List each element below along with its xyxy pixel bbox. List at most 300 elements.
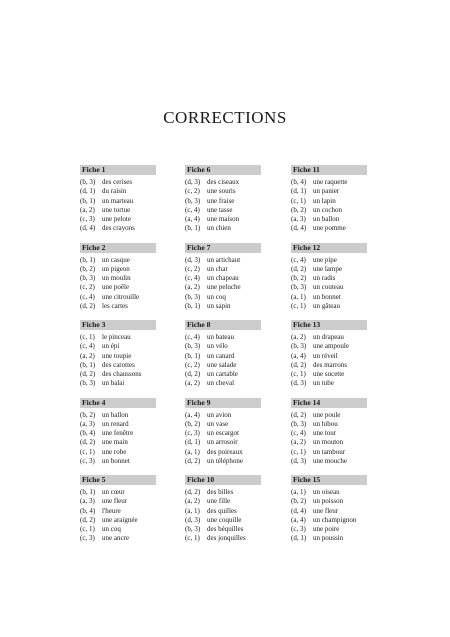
answer-code: (b, 3): [291, 283, 307, 292]
answer-word: un renard: [102, 419, 129, 428]
answer-code: (c, 4): [80, 342, 95, 351]
fiche-block: [80, 398, 156, 476]
answer-row: [185, 206, 261, 215]
answer-row: [185, 293, 261, 302]
answer-word: un coq: [102, 525, 121, 534]
answer-code: (d, 2): [291, 264, 307, 273]
answer-word: des billes: [207, 488, 234, 496]
answer-word: une pomme: [313, 224, 346, 233]
answer-row: [80, 293, 156, 302]
answer-code: (a, 1): [291, 488, 306, 496]
answer-word: un tambour: [313, 447, 346, 456]
answer-word: du raisin: [102, 187, 127, 196]
answer-word: un casque: [102, 255, 130, 264]
answer-code: (d, 2): [185, 456, 201, 465]
fiche-heading: Fiche 1: [80, 165, 156, 175]
answer-row: [291, 187, 367, 196]
answer-word: un artichaut: [207, 255, 241, 264]
answer-word: une maison: [207, 215, 240, 224]
answer-code: (c, 1): [80, 333, 95, 341]
answer-row: [185, 274, 261, 283]
answer-row: [80, 265, 156, 274]
answer-row: [291, 206, 367, 215]
answer-row: [80, 302, 156, 311]
answer-word: des crayons: [102, 224, 135, 233]
answer-word: des chaussons: [102, 370, 142, 379]
answer-row: [80, 361, 156, 370]
answer-row: [185, 283, 261, 292]
answer-row: [185, 361, 261, 370]
answer-code: (c, 1): [291, 447, 306, 456]
answer-word: des béquilles: [207, 525, 244, 534]
fiche-heading: Fiche 6: [185, 165, 261, 175]
answer-code: (b, 2): [291, 205, 307, 214]
answer-code: (c, 3): [80, 456, 95, 465]
answer-code: (b, 3): [185, 342, 201, 351]
answer-code: (c, 1): [80, 525, 95, 534]
answer-code: (b, 1): [80, 360, 96, 369]
answer-word: un panier: [313, 187, 340, 196]
answer-code: (a, 2): [185, 379, 200, 388]
answer-row: [80, 507, 156, 516]
answer-code: (c, 2): [185, 187, 200, 196]
answer-code: (a, 3): [291, 215, 306, 224]
answer-row: [291, 488, 367, 497]
answer-code: (a, 2): [291, 438, 306, 447]
answer-code: (d, 4): [291, 224, 307, 233]
answer-code: (a, 2): [185, 497, 200, 506]
answer-code: (c, 3): [80, 534, 95, 543]
answer-row: [185, 187, 261, 196]
answer-code: (b, 2): [291, 497, 307, 506]
answer-code: (a, 1): [185, 506, 200, 515]
answer-word: une ampoule: [313, 342, 349, 351]
answer-word: un cartable: [207, 370, 238, 379]
fiche-column: [80, 165, 156, 553]
answer-word: un chapeau: [207, 274, 239, 283]
answer-code: (c, 1): [291, 370, 306, 379]
answer-code: (a, 2): [80, 351, 95, 360]
answer-code: (d, 3): [185, 515, 201, 524]
answer-row: [291, 370, 367, 379]
answer-word: un poussin: [313, 534, 344, 543]
fiche-heading: Fiche 8: [185, 320, 261, 330]
answer-word: une fleur: [102, 497, 128, 506]
fiche-block: [185, 165, 261, 243]
answer-row: [291, 274, 367, 283]
answer-code: (a, 4): [185, 215, 200, 224]
answer-row: [291, 516, 367, 525]
answer-code: (a, 2): [291, 333, 306, 341]
answer-row: [291, 215, 367, 224]
answer-word: un cheval: [207, 379, 235, 388]
fiche-block: [185, 320, 261, 398]
answer-row: [80, 438, 156, 447]
answer-word: une main: [102, 438, 128, 447]
answer-code: (c, 4): [80, 292, 95, 301]
answer-code: (a, 1): [291, 292, 306, 301]
answer-row: [185, 224, 261, 233]
answer-word: un marteau: [102, 196, 134, 205]
answer-word: des carottes: [102, 360, 135, 369]
answer-row: [80, 370, 156, 379]
answer-word: un couteau: [313, 283, 344, 292]
answer-word: un mouton: [313, 438, 344, 447]
answer-word: une salade: [207, 360, 237, 369]
answer-row: [291, 333, 367, 342]
answer-code: (b, 2): [185, 419, 201, 428]
answer-row: [291, 457, 367, 466]
answer-code: (b, 2): [291, 274, 307, 283]
fiche-block: [80, 320, 156, 398]
fiche-block: [80, 165, 156, 243]
answer-row: [80, 333, 156, 342]
answer-code: (b, 3): [80, 379, 96, 388]
answer-code: (d, 3): [185, 255, 201, 264]
answer-row: [185, 352, 261, 361]
answer-code: (c, 3): [80, 215, 95, 224]
fiche-heading: Fiche 15: [291, 475, 367, 485]
answer-row: [291, 197, 367, 206]
fiche-block: [185, 243, 261, 321]
answer-code: (b, 1): [185, 351, 201, 360]
answer-row: [291, 352, 367, 361]
answer-word: un tube: [313, 379, 334, 388]
answer-word: un réveil: [313, 351, 338, 360]
answer-word: un arrosoir: [207, 438, 238, 447]
answer-code: (b, 4): [80, 429, 96, 438]
fiche-heading: Fiche 12: [291, 243, 367, 253]
answer-row: [80, 411, 156, 420]
answer-word: un champignon: [313, 515, 357, 524]
answer-word: une poêle: [102, 283, 130, 292]
answer-code: (d, 2): [291, 410, 307, 419]
answer-row: [80, 256, 156, 265]
answer-code: (b, 3): [185, 196, 201, 205]
answer-code: (b, 1): [185, 301, 201, 310]
answer-word: une fille: [207, 497, 231, 506]
answer-word: une fleur: [313, 506, 339, 515]
answer-word: un avion: [207, 410, 232, 419]
answer-row: [80, 448, 156, 457]
fiche-heading: Fiche 13: [291, 320, 367, 330]
answer-row: [185, 370, 261, 379]
answer-word: une coquille: [207, 515, 242, 524]
fiche-block: [291, 320, 367, 398]
answer-row: [80, 497, 156, 506]
answer-word: une pelote: [102, 215, 131, 224]
answer-row: [291, 429, 367, 438]
answer-code: (b, 3): [185, 525, 201, 534]
answer-row: [80, 429, 156, 438]
answer-code: (c, 2): [185, 264, 200, 273]
answer-code: (d, 3): [185, 178, 201, 186]
answer-row: [80, 178, 156, 187]
answer-word: un escargot: [207, 429, 239, 438]
answer-code: (d, 1): [185, 438, 201, 447]
answer-code: (c, 1): [185, 534, 200, 543]
answer-row: [185, 342, 261, 351]
answer-row: [291, 438, 367, 447]
answer-word: une fraise: [207, 196, 235, 205]
answer-word: un radis: [313, 274, 336, 283]
fiche-heading: Fiche 9: [185, 398, 261, 408]
answer-row: [185, 420, 261, 429]
answer-code: (d, 2): [80, 370, 96, 379]
answer-row: [291, 534, 367, 543]
answer-code: (a, 4): [185, 410, 200, 419]
answer-word: un épi: [102, 342, 120, 351]
answer-word: un vélo: [207, 342, 228, 351]
answer-word: un oiseau: [313, 488, 340, 496]
answer-word: une robe: [102, 447, 127, 456]
answer-code: (d, 1): [80, 187, 96, 196]
fiche-block: [80, 475, 156, 553]
answer-row: [80, 215, 156, 224]
answer-row: [185, 438, 261, 447]
answer-word: un bateau: [207, 333, 235, 341]
answer-word: un poisson: [313, 497, 344, 506]
answer-word: une poire: [313, 525, 340, 534]
fiche-column: [291, 165, 367, 553]
answer-row: [291, 448, 367, 457]
answer-row: [291, 224, 367, 233]
answer-word: une peluche: [207, 283, 241, 292]
answer-code: (d, 2): [185, 370, 201, 379]
answer-word: des marrons: [313, 360, 348, 369]
fiche-block: [185, 475, 261, 553]
answer-word: une tasse: [207, 205, 233, 214]
answer-code: (d, 2): [80, 301, 96, 310]
answer-row: [185, 516, 261, 525]
answer-code: (c, 4): [185, 333, 200, 341]
answer-code: (d, 3): [291, 456, 307, 465]
answer-word: un coq: [207, 292, 226, 301]
answer-row: [185, 534, 261, 543]
answer-row: [80, 488, 156, 497]
answer-row: [80, 352, 156, 361]
fiche-block: [80, 243, 156, 321]
answer-code: (b, 1): [185, 224, 201, 233]
answer-row: [80, 206, 156, 215]
answer-row: [80, 342, 156, 351]
answer-code: (c, 1): [291, 196, 306, 205]
answer-code: (b, 3): [291, 342, 307, 351]
answer-row: [185, 379, 261, 388]
answer-code: (b, 2): [80, 410, 96, 419]
answer-row: [291, 293, 367, 302]
answer-code: (a, 4): [291, 351, 306, 360]
answer-word: un bonnet: [313, 292, 341, 301]
answer-word: le pinceau: [102, 333, 131, 341]
answer-code: (c, 4): [291, 429, 306, 438]
fiche-heading: Fiche 11: [291, 165, 367, 175]
answer-code: (d, 2): [185, 488, 201, 496]
answer-row: [80, 457, 156, 466]
answer-code: (b, 3): [80, 178, 96, 186]
answer-code: (b, 4): [291, 178, 307, 186]
answer-word: des poireaux: [207, 447, 243, 456]
answer-word: les cartes: [102, 301, 128, 310]
answer-word: un chat: [207, 264, 228, 273]
answer-code: (a, 3): [80, 497, 95, 506]
answer-word: des cerises: [102, 178, 133, 186]
answer-word: un téléphone: [207, 456, 243, 465]
answer-row: [291, 283, 367, 292]
answer-row: [291, 178, 367, 187]
answer-code: (c, 4): [291, 255, 306, 264]
answer-code: (c, 3): [185, 429, 200, 438]
answer-row: [80, 525, 156, 534]
answer-row: [185, 497, 261, 506]
answer-word: un canard: [207, 351, 235, 360]
answer-row: [80, 516, 156, 525]
answer-code: (b, 1): [80, 488, 96, 496]
answer-word: un cœur: [102, 488, 125, 496]
fiche-block: [291, 165, 367, 243]
answer-word: un vase: [207, 419, 229, 428]
answer-code: (b, 1): [80, 255, 96, 264]
answer-word: une toupie: [102, 351, 132, 360]
answer-row: [80, 187, 156, 196]
answer-code: (c, 1): [80, 447, 95, 456]
answer-word: un balai: [102, 379, 125, 388]
answer-row: [185, 265, 261, 274]
answer-code: (c, 4): [185, 274, 200, 283]
answer-word: un hibou: [313, 419, 338, 428]
answer-row: [80, 379, 156, 388]
answer-code: (d, 2): [80, 515, 96, 524]
answer-code: (b, 3): [185, 292, 201, 301]
fiche-heading: Fiche 14: [291, 398, 367, 408]
answer-word: une mouche: [313, 456, 348, 465]
answer-code: (d, 1): [291, 187, 307, 196]
answer-row: [185, 215, 261, 224]
answer-word: un ballon: [102, 410, 129, 419]
page-title: CORRECTIONS: [163, 108, 287, 127]
answer-row: [185, 525, 261, 534]
answer-word: une tortue: [102, 205, 131, 214]
answer-code: (a, 2): [185, 283, 200, 292]
fiche-block: [291, 398, 367, 476]
answer-word: un moulin: [102, 274, 131, 283]
answer-code: (b, 1): [80, 196, 96, 205]
answer-row: [185, 429, 261, 438]
answer-word: une pipe: [313, 255, 337, 264]
answer-row: [185, 302, 261, 311]
fiche-column: [185, 165, 261, 553]
answer-code: (d, 1): [291, 534, 307, 543]
answer-row: [291, 361, 367, 370]
answer-code: (d, 3): [291, 379, 307, 388]
answer-word: une citrouille: [102, 292, 140, 301]
answer-code: (c, 3): [291, 525, 306, 534]
answer-row: [291, 256, 367, 265]
answer-word: une fenêtre: [102, 429, 134, 438]
answer-row: [291, 507, 367, 516]
answer-code: (b, 3): [291, 419, 307, 428]
answer-row: [185, 178, 261, 187]
answer-row: [185, 488, 261, 497]
answer-row: [185, 457, 261, 466]
answer-code: (b, 4): [80, 506, 96, 515]
answer-word: des ciseaux: [207, 178, 240, 186]
answer-code: (d, 2): [80, 438, 96, 447]
answer-word: des jonquilles: [207, 534, 246, 543]
answer-row: [185, 256, 261, 265]
answer-code: (a, 2): [80, 205, 95, 214]
answer-word: un sapin: [207, 301, 231, 310]
fiche-heading: Fiche 7: [185, 243, 261, 253]
answer-row: [291, 265, 367, 274]
answer-word: des quilles: [207, 506, 237, 515]
answer-word: une ancre: [102, 534, 130, 543]
answer-word: un ballon: [313, 215, 340, 224]
answer-row: [291, 379, 367, 388]
answer-row: [291, 497, 367, 506]
fiche-block: [291, 243, 367, 321]
answer-row: [291, 420, 367, 429]
answer-code: (b, 2): [80, 264, 96, 273]
fiche-heading: Fiche 5: [80, 475, 156, 485]
answer-code: (c, 2): [185, 360, 200, 369]
answer-code: (d, 4): [291, 506, 307, 515]
answer-row: [291, 525, 367, 534]
answer-code: (c, 1): [291, 301, 306, 310]
answer-code: (a, 4): [291, 515, 306, 524]
answer-row: [185, 448, 261, 457]
fiche-block: [291, 475, 367, 553]
answer-row: [291, 411, 367, 420]
answer-code: (c, 2): [80, 283, 95, 292]
answer-row: [185, 411, 261, 420]
answer-word: un pigeon: [102, 264, 130, 273]
answer-word: une tour: [313, 429, 337, 438]
fiche-heading: Fiche 3: [80, 320, 156, 330]
answer-row: [80, 283, 156, 292]
answer-code: (d, 4): [80, 224, 96, 233]
answer-row: [185, 333, 261, 342]
answer-row: [80, 197, 156, 206]
fiche-heading: Fiche 2: [80, 243, 156, 253]
answer-word: un lapin: [313, 196, 336, 205]
answer-word: une raquette: [313, 178, 348, 186]
answer-row: [80, 224, 156, 233]
answer-word: un gâteau: [313, 301, 341, 310]
fiche-heading: Fiche 4: [80, 398, 156, 408]
answer-row: [80, 274, 156, 283]
answer-code: (a, 3): [80, 419, 95, 428]
answer-word: une sucette: [313, 370, 345, 379]
answer-word: un bonnet: [102, 456, 130, 465]
answer-word: un cochon: [313, 205, 342, 214]
fiche-block: [185, 398, 261, 476]
answer-code: (c, 4): [185, 205, 200, 214]
answer-row: [80, 420, 156, 429]
answer-word: une poule: [313, 410, 341, 419]
answer-word: une araignée: [102, 515, 138, 524]
answer-word: une souris: [207, 187, 236, 196]
answer-word: une lampe: [313, 264, 342, 273]
answer-row: [80, 534, 156, 543]
answer-row: [291, 342, 367, 351]
answer-word: un drapeau: [313, 333, 344, 341]
answer-row: [185, 197, 261, 206]
answer-code: (b, 3): [80, 274, 96, 283]
answer-code: (a, 1): [185, 447, 200, 456]
answer-row: [185, 507, 261, 516]
answer-code: (d, 2): [291, 360, 307, 369]
